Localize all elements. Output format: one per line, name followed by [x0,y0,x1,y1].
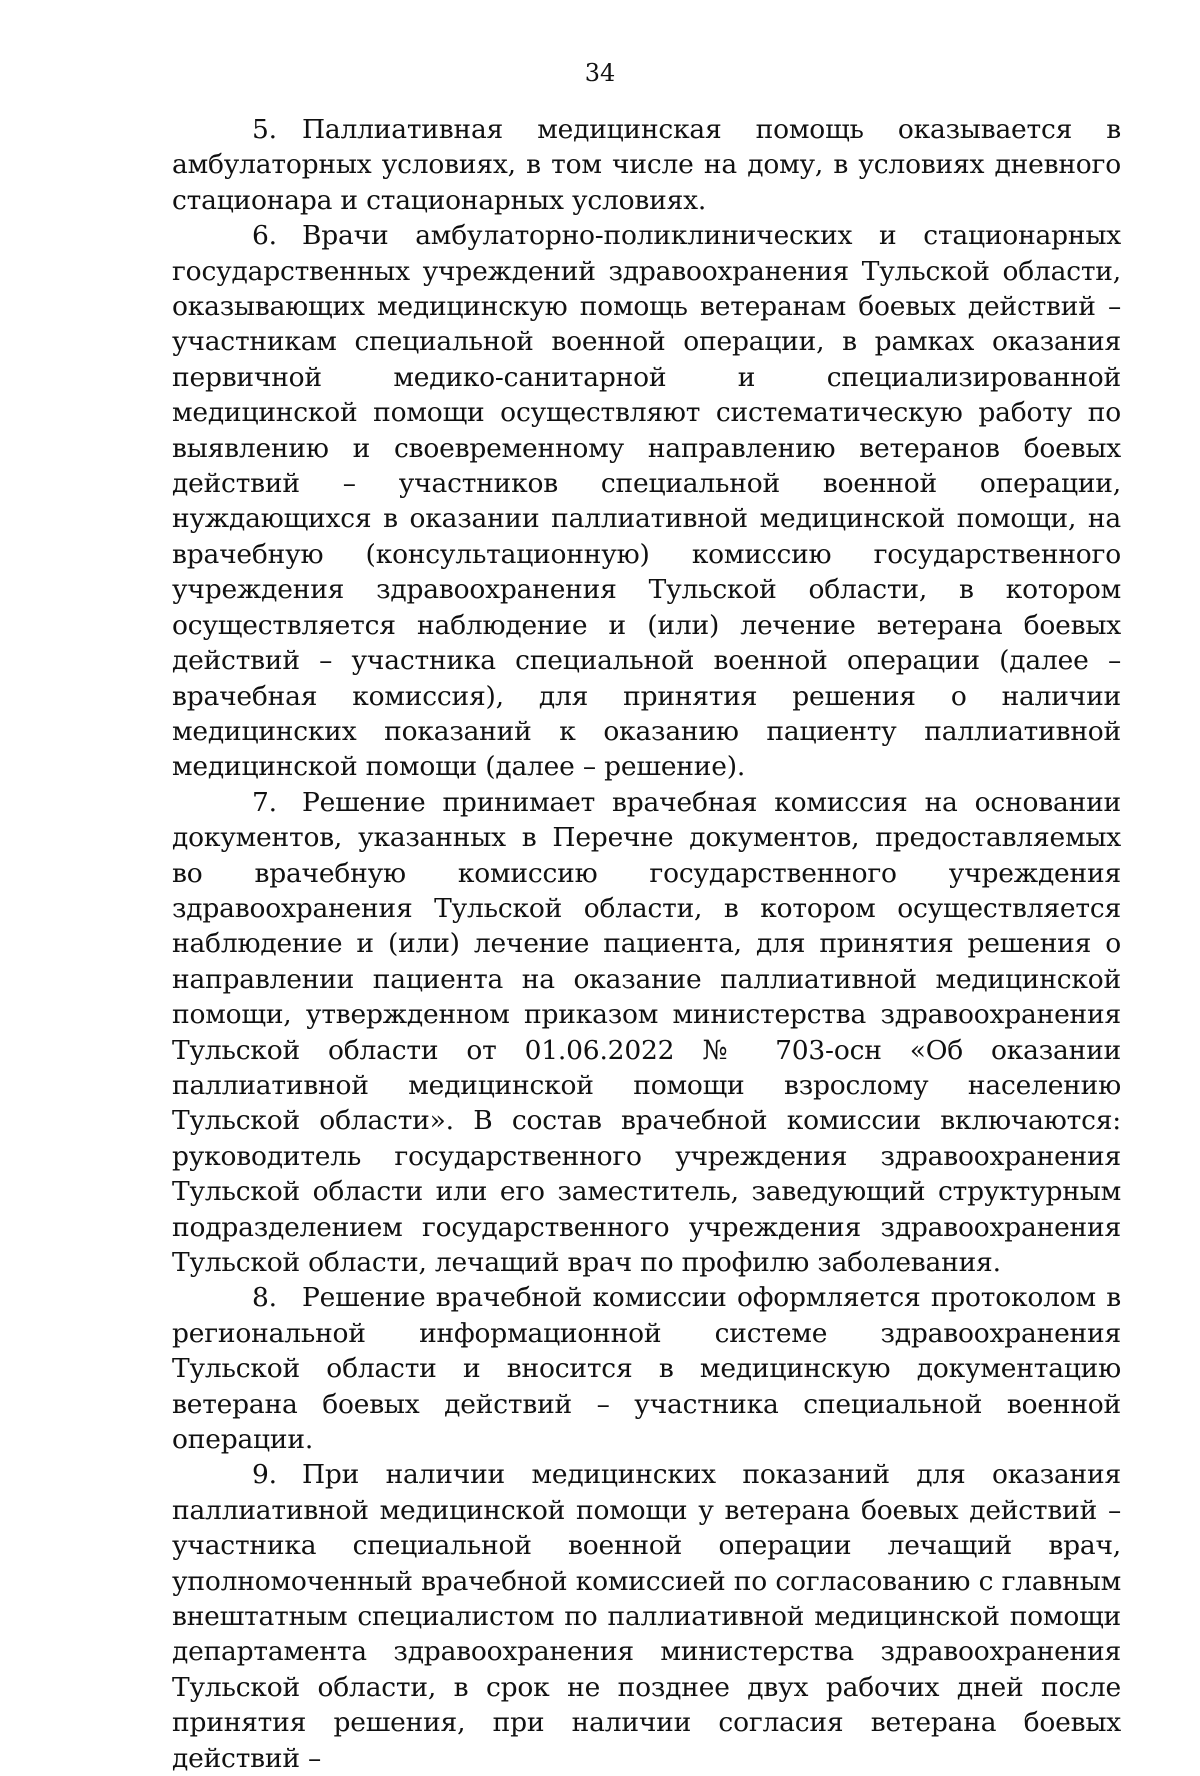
paragraph-number: 6. [252,220,277,252]
paragraph-text: Решение принимает врачебная комиссия на основании документов, указанных в Перечне документов, предоставляемых во врачебную комиссию государственного учреждения здравоохранения Тульской области, в котором осуществляется наблюдение и (или) лечение пациента, для принятия решения о направлении пациента на оказание паллиативной медицинской помощи, утвержденном приказом министерства здравоохранения Тульской области от 01.06.2022 № 703-осн «Об оказании паллиативной медицинской помощи взрослому населению Тульской области». В состав врачебной комиссии включаются: руководитель государственного учреждения здравоохранения Тульской области или его заместитель, заведующий структурным подразделением государственного учреждения здравоохранения Тульской области, лечащий врач по профилю заболевания. [172,786,1121,1278]
paragraph-9 [172,1457,1121,1776]
paragraph-text: При наличии медицинских показаний для оказания паллиативной медицинской помощи у ветерана боевых действий – участника специальной военной операции лечащий врач, уполномоченный врачебной комиссией по согласованию с главным внештатным специалистом по паллиативной медицинской помощи департамента здравоохранения министерства здравоохранения Тульской области, в срок не позднее двух рабочих дней после принятия решения, при наличии согласия ветерана боевых действий – [172,1459,1121,1774]
paragraph-number: 9. [252,1459,277,1491]
document-body [172,112,1121,1776]
paragraph-7 [172,785,1121,1281]
paragraph-text: Врачи амбулаторно-поликлинических и стационарных государственных учреждений здравоохранения Тульской области, оказывающих медицинскую помощь ветеранам боевых действий – участникам специальной военной операции, в рамках оказания первичной медико-санитарной и специализированной медицинской помощи осуществляют систематическую работу по выявлению и своевременному направлению ветеранов боевых действий – участников специальной военной операции, нуждающихся в оказании паллиативной медицинской помощи, на врачебную (консультационную) комиссию государственного учреждения здравоохранения Тульской области, в котором осуществляется наблюдение и (или) лечение ветерана боевых действий – участника специальной военной операции (далее – врачебная комиссия), для принятия решения о наличии медицинских показаний к оказанию пациенту паллиативной медицинской помощи (далее – решение). [172,220,1121,783]
paragraph-number: 5. [252,114,277,145]
paragraph-5 [172,112,1121,218]
paragraph-6 [172,218,1121,785]
page-number: 34 [584,59,616,87]
paragraph-text: Решение врачебной комиссии оформляется протоколом в региональной информационной системе здравоохранения Тульской области и вносится в медицинскую документацию ветерана боевых действий – участника специальной военной операции. [172,1282,1121,1456]
paragraph-number: 7. [252,786,277,818]
paragraph-text: Паллиативная медицинская помощь оказывается в амбулаторных условиях, в том числе на дому, в условиях дневного стационара и стационарных условиях. [172,114,1121,216]
paragraph-8 [172,1280,1121,1457]
paragraph-number: 8. [252,1282,277,1314]
